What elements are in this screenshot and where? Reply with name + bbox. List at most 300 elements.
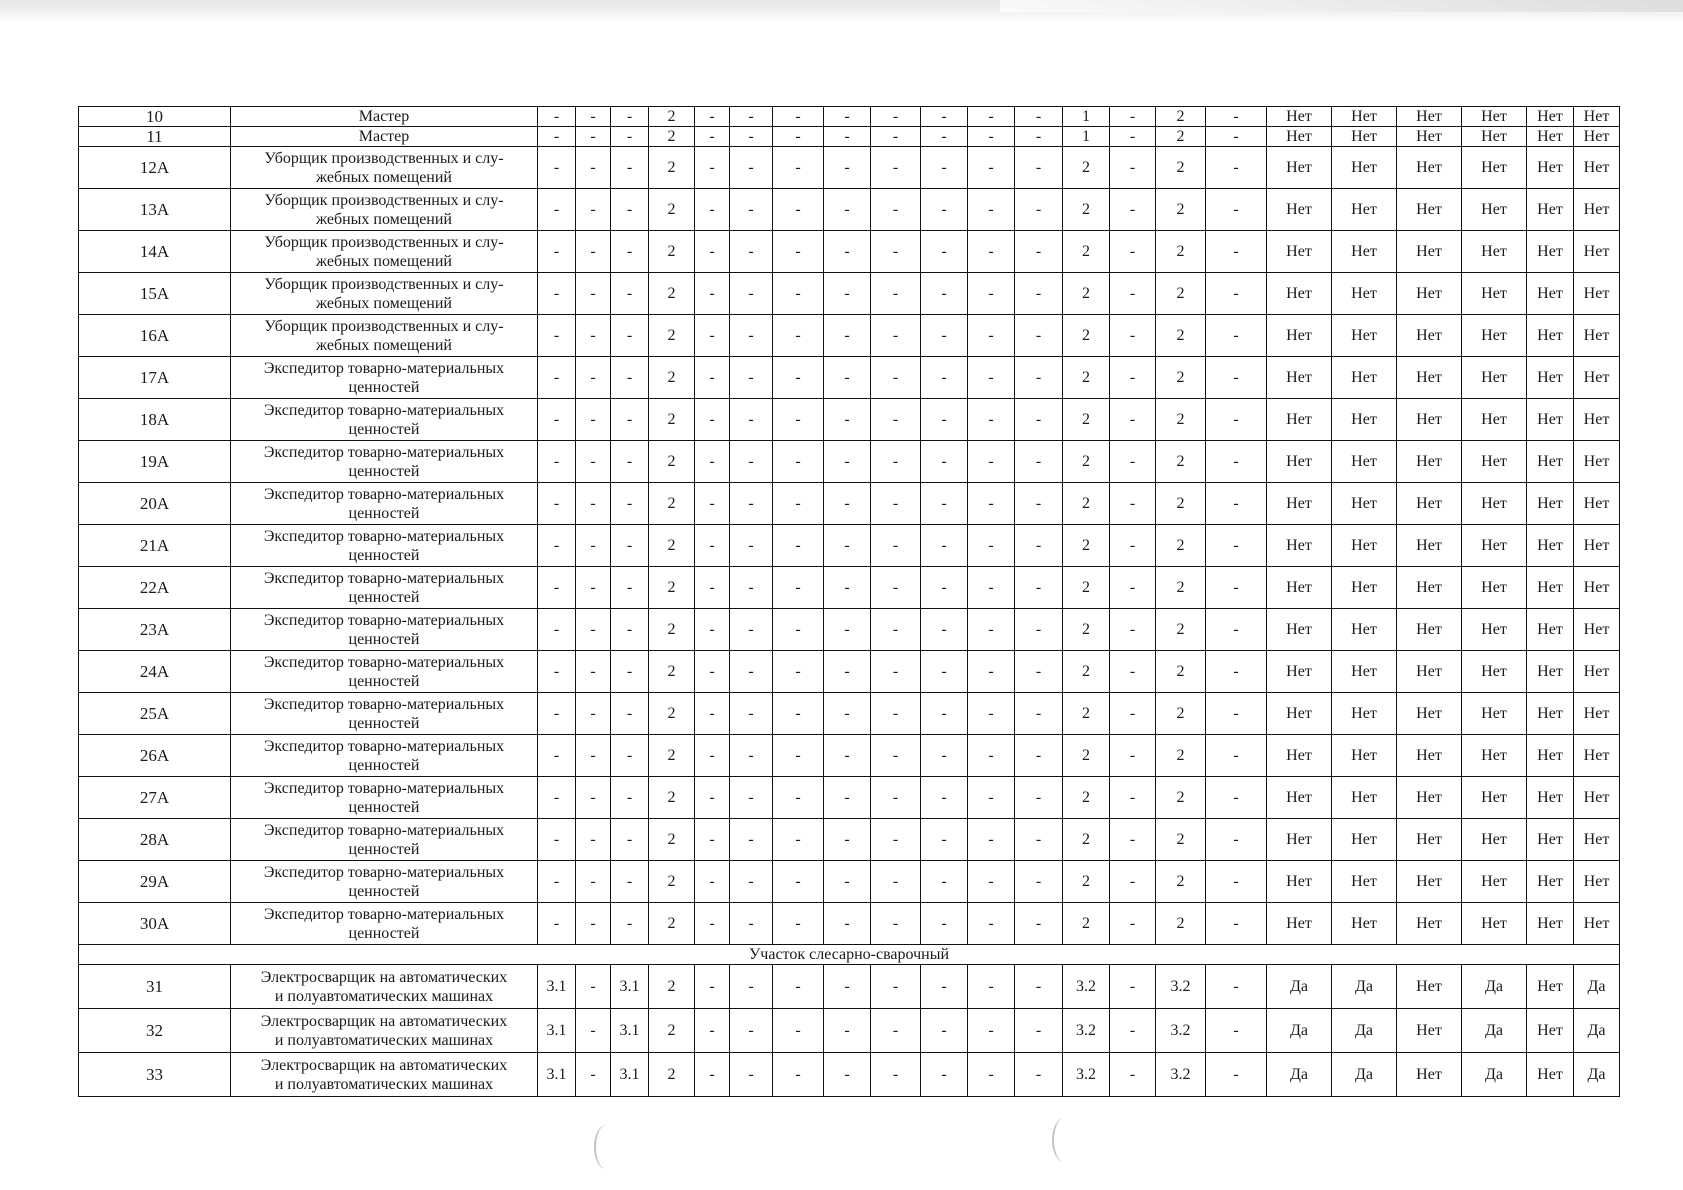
value-cell: - — [730, 147, 773, 189]
value-cell: Нет — [1267, 651, 1332, 693]
value-cell: 2 — [649, 483, 695, 525]
value-cell: Нет — [1462, 315, 1527, 357]
value-cell: - — [824, 315, 871, 357]
value-cell: - — [611, 735, 649, 777]
value-cell: Нет — [1267, 357, 1332, 399]
value-cell: 3.2 — [1063, 1009, 1110, 1053]
value-cell: - — [576, 441, 611, 483]
value-cell: - — [695, 189, 730, 231]
value-cell: - — [730, 777, 773, 819]
value-cell: - — [1206, 189, 1267, 231]
value-cell: - — [773, 399, 824, 441]
scan-shadow-edge — [1000, 0, 1683, 12]
value-cell: - — [695, 651, 730, 693]
value-cell: Нет — [1527, 357, 1574, 399]
value-cell: - — [1110, 399, 1156, 441]
value-cell: - — [871, 651, 921, 693]
value-cell: - — [921, 525, 968, 567]
value-cell: - — [968, 315, 1015, 357]
value-cell: Нет — [1267, 525, 1332, 567]
value-cell: - — [576, 231, 611, 273]
value-cell: Нет — [1267, 399, 1332, 441]
value-cell: - — [1015, 965, 1063, 1009]
value-cell: Нет — [1397, 441, 1462, 483]
value-cell: - — [871, 147, 921, 189]
value-cell: Нет — [1462, 399, 1527, 441]
value-cell: Да — [1574, 1009, 1620, 1053]
value-cell: Нет — [1267, 231, 1332, 273]
value-cell: Нет — [1332, 399, 1397, 441]
value-cell: - — [576, 1009, 611, 1053]
value-cell: Нет — [1267, 273, 1332, 315]
job-title-line: жебных помещений — [316, 210, 452, 228]
value-cell: - — [921, 315, 968, 357]
value-cell: Нет — [1332, 861, 1397, 903]
row-number-cell: 32 — [79, 1009, 231, 1053]
value-cell: - — [576, 107, 611, 127]
job-title-cell — [231, 525, 538, 567]
value-cell: Нет — [1397, 1009, 1462, 1053]
value-cell: Нет — [1397, 651, 1462, 693]
value-cell: 2 — [649, 777, 695, 819]
value-cell: - — [968, 127, 1015, 147]
value-cell: - — [695, 483, 730, 525]
value-cell: 3.1 — [611, 1053, 649, 1097]
value-cell: - — [576, 735, 611, 777]
value-cell: 2 — [649, 525, 695, 567]
value-cell: - — [538, 483, 576, 525]
value-cell: Нет — [1462, 819, 1527, 861]
value-cell: - — [538, 357, 576, 399]
value-cell: - — [1206, 483, 1267, 525]
value-cell: - — [824, 525, 871, 567]
value-cell: - — [1206, 127, 1267, 147]
value-cell: - — [1110, 861, 1156, 903]
value-cell: - — [968, 777, 1015, 819]
value-cell: - — [824, 609, 871, 651]
value-cell: - — [921, 777, 968, 819]
value-cell: 3.2 — [1156, 1053, 1206, 1097]
job-title-cell — [231, 441, 538, 483]
value-cell: 3.2 — [1156, 1009, 1206, 1053]
job-title-cell — [231, 651, 538, 693]
value-cell: Да — [1332, 1053, 1397, 1097]
job-title-cell — [231, 107, 538, 127]
value-cell: - — [968, 861, 1015, 903]
table-row — [79, 965, 1620, 1009]
job-title-cell — [231, 735, 538, 777]
job-title-cell — [231, 777, 538, 819]
value-cell: - — [1110, 609, 1156, 651]
value-cell: - — [871, 189, 921, 231]
value-cell: - — [576, 357, 611, 399]
value-cell: - — [1206, 819, 1267, 861]
value-cell: Нет — [1527, 1053, 1574, 1097]
job-title-line: Электросварщик на автоматических — [260, 1056, 508, 1074]
value-cell: Нет — [1397, 903, 1462, 945]
value-cell: - — [730, 1009, 773, 1053]
value-cell: Да — [1267, 1053, 1332, 1097]
value-cell: - — [1206, 147, 1267, 189]
value-cell: 3.1 — [538, 965, 576, 1009]
value-cell: - — [871, 315, 921, 357]
job-title-cell — [231, 1053, 538, 1097]
job-title-line: Экспедитор товарно-материальных — [263, 863, 505, 881]
job-title-line: Электросварщик на автоматических — [260, 968, 508, 986]
value-cell: - — [1206, 107, 1267, 127]
value-cell: Нет — [1397, 777, 1462, 819]
value-cell: - — [921, 441, 968, 483]
value-cell: 2 — [649, 609, 695, 651]
value-cell: - — [1015, 1009, 1063, 1053]
value-cell: 2 — [1063, 861, 1110, 903]
value-cell: - — [576, 651, 611, 693]
value-cell: - — [1206, 777, 1267, 819]
job-title-line: ценностей — [348, 798, 420, 816]
job-title-cell — [231, 483, 538, 525]
workplace-assessment-table — [78, 106, 1620, 1097]
value-cell: Нет — [1527, 315, 1574, 357]
job-title-cell — [231, 357, 538, 399]
job-title-cell — [231, 231, 538, 273]
value-cell: 2 — [1156, 273, 1206, 315]
job-title-line: и полуавтоматических машинах — [274, 987, 494, 1005]
value-cell: - — [921, 693, 968, 735]
value-cell: 2 — [649, 127, 695, 147]
value-cell: - — [921, 567, 968, 609]
value-cell: - — [968, 357, 1015, 399]
value-cell: - — [1110, 965, 1156, 1009]
value-cell: - — [1206, 903, 1267, 945]
value-cell: - — [730, 861, 773, 903]
value-cell: Нет — [1462, 357, 1527, 399]
table-row — [79, 127, 1620, 147]
value-cell: - — [1110, 231, 1156, 273]
value-cell: 3.1 — [611, 1009, 649, 1053]
value-cell: Нет — [1574, 903, 1620, 945]
value-cell: - — [730, 441, 773, 483]
value-cell: - — [871, 693, 921, 735]
value-cell: - — [871, 1053, 921, 1097]
value-cell: 2 — [1156, 735, 1206, 777]
value-cell: 2 — [649, 819, 695, 861]
value-cell: - — [576, 819, 611, 861]
value-cell: Нет — [1574, 399, 1620, 441]
job-title-line: Уборщик производственных и слу- — [264, 149, 504, 167]
value-cell: 2 — [1063, 189, 1110, 231]
value-cell: Нет — [1527, 231, 1574, 273]
value-cell: Нет — [1527, 483, 1574, 525]
value-cell: - — [968, 525, 1015, 567]
value-cell: - — [968, 399, 1015, 441]
value-cell: Нет — [1267, 315, 1332, 357]
value-cell: - — [773, 609, 824, 651]
value-cell: - — [611, 483, 649, 525]
value-cell: - — [773, 231, 824, 273]
value-cell: - — [824, 861, 871, 903]
value-cell: - — [968, 819, 1015, 861]
value-cell: Нет — [1397, 525, 1462, 567]
value-cell: - — [773, 315, 824, 357]
value-cell: - — [611, 189, 649, 231]
value-cell: Нет — [1462, 127, 1527, 147]
value-cell: - — [538, 651, 576, 693]
value-cell: 2 — [649, 189, 695, 231]
value-cell: 2 — [649, 1053, 695, 1097]
value-cell: Нет — [1332, 567, 1397, 609]
value-cell: - — [1206, 1009, 1267, 1053]
job-title-line: Экспедитор товарно-материальных — [263, 359, 505, 377]
value-cell: - — [576, 777, 611, 819]
value-cell: - — [824, 399, 871, 441]
job-title-line: Уборщик производственных и слу- — [264, 233, 504, 251]
value-cell: - — [1110, 357, 1156, 399]
job-title-line: ценностей — [348, 420, 420, 438]
value-cell: - — [538, 567, 576, 609]
table-row — [79, 399, 1620, 441]
value-cell: - — [576, 127, 611, 147]
value-cell: - — [730, 525, 773, 567]
value-cell: Нет — [1574, 735, 1620, 777]
value-cell: Нет — [1574, 777, 1620, 819]
value-cell: Нет — [1574, 147, 1620, 189]
value-cell: - — [773, 127, 824, 147]
value-cell: Нет — [1397, 861, 1462, 903]
value-cell: - — [871, 273, 921, 315]
job-title-line: Уборщик производственных и слу- — [264, 317, 504, 335]
value-cell: Нет — [1574, 107, 1620, 127]
value-cell: - — [921, 147, 968, 189]
value-cell: 2 — [1156, 483, 1206, 525]
value-cell: 2 — [649, 567, 695, 609]
job-title-line: и полуавтоматических машинах — [274, 1031, 494, 1049]
row-number-cell: 22А — [79, 567, 231, 609]
value-cell: - — [1015, 525, 1063, 567]
value-cell: 2 — [649, 1009, 695, 1053]
value-cell: - — [695, 399, 730, 441]
value-cell: - — [773, 1009, 824, 1053]
value-cell: Нет — [1397, 315, 1462, 357]
value-cell: - — [576, 903, 611, 945]
job-title-cell — [231, 609, 538, 651]
value-cell: 2 — [1156, 357, 1206, 399]
table-row — [79, 1009, 1620, 1053]
job-title-cell — [231, 965, 538, 1009]
row-number-cell: 28А — [79, 819, 231, 861]
value-cell: - — [611, 273, 649, 315]
value-cell: - — [695, 273, 730, 315]
value-cell: - — [1015, 483, 1063, 525]
value-cell: 2 — [1063, 273, 1110, 315]
value-cell: Нет — [1332, 651, 1397, 693]
value-cell: - — [968, 231, 1015, 273]
value-cell: - — [968, 483, 1015, 525]
table-row — [79, 651, 1620, 693]
table-row — [79, 861, 1620, 903]
job-title-line: Экспедитор товарно-материальных — [263, 779, 505, 797]
value-cell: - — [871, 903, 921, 945]
value-cell: 2 — [1063, 231, 1110, 273]
value-cell: - — [773, 189, 824, 231]
value-cell: - — [968, 441, 1015, 483]
value-cell: - — [773, 357, 824, 399]
value-cell: - — [1110, 1009, 1156, 1053]
value-cell: 2 — [1063, 357, 1110, 399]
value-cell: - — [1110, 483, 1156, 525]
value-cell: 2 — [1063, 819, 1110, 861]
value-cell: - — [824, 483, 871, 525]
value-cell: - — [1110, 651, 1156, 693]
value-cell: Нет — [1397, 819, 1462, 861]
job-title-cell — [231, 1009, 538, 1053]
value-cell: - — [576, 965, 611, 1009]
value-cell: - — [730, 1053, 773, 1097]
value-cell: Нет — [1397, 693, 1462, 735]
value-cell: - — [1206, 357, 1267, 399]
value-cell: Нет — [1462, 861, 1527, 903]
job-title-line: ценностей — [348, 882, 420, 900]
job-title-line: ценностей — [348, 840, 420, 858]
value-cell: - — [611, 127, 649, 147]
value-cell: - — [576, 483, 611, 525]
value-cell: - — [695, 441, 730, 483]
value-cell: 2 — [1156, 609, 1206, 651]
value-cell: - — [576, 567, 611, 609]
value-cell: - — [538, 525, 576, 567]
table-row — [79, 273, 1620, 315]
value-cell: Нет — [1527, 735, 1574, 777]
value-cell: Нет — [1527, 441, 1574, 483]
value-cell: 2 — [1156, 107, 1206, 127]
value-cell: 2 — [649, 735, 695, 777]
value-cell: Нет — [1527, 147, 1574, 189]
value-cell: Нет — [1574, 525, 1620, 567]
value-cell: Нет — [1462, 693, 1527, 735]
value-cell: - — [1015, 903, 1063, 945]
value-cell: - — [1206, 567, 1267, 609]
value-cell: - — [1015, 273, 1063, 315]
job-title-line: ценностей — [348, 756, 420, 774]
value-cell: Нет — [1527, 609, 1574, 651]
row-number-cell: 30А — [79, 903, 231, 945]
value-cell: Нет — [1332, 147, 1397, 189]
value-cell: - — [730, 315, 773, 357]
value-cell: Нет — [1332, 819, 1397, 861]
value-cell: Нет — [1267, 693, 1332, 735]
value-cell: - — [921, 651, 968, 693]
value-cell: 3.1 — [611, 965, 649, 1009]
value-cell: - — [611, 693, 649, 735]
value-cell: - — [824, 567, 871, 609]
value-cell: - — [1206, 315, 1267, 357]
value-cell: - — [611, 777, 649, 819]
row-number-cell: 29А — [79, 861, 231, 903]
value-cell: - — [695, 777, 730, 819]
value-cell: - — [611, 231, 649, 273]
value-cell: 2 — [1156, 231, 1206, 273]
value-cell: - — [773, 651, 824, 693]
value-cell: Да — [1267, 965, 1332, 1009]
value-cell: - — [1015, 399, 1063, 441]
value-cell: Нет — [1527, 189, 1574, 231]
stamp-mark-left — [594, 1125, 618, 1169]
value-cell: - — [773, 107, 824, 127]
value-cell: - — [968, 965, 1015, 1009]
row-number-cell: 12А — [79, 147, 231, 189]
value-cell: Нет — [1332, 525, 1397, 567]
value-cell: - — [921, 1009, 968, 1053]
job-title-line: Экспедитор товарно-материальных — [263, 695, 505, 713]
value-cell: 2 — [1063, 315, 1110, 357]
value-cell: - — [695, 525, 730, 567]
value-cell: - — [576, 147, 611, 189]
value-cell: - — [824, 903, 871, 945]
value-cell: Да — [1267, 1009, 1332, 1053]
value-cell: Нет — [1527, 965, 1574, 1009]
value-cell: - — [824, 127, 871, 147]
value-cell: - — [1110, 777, 1156, 819]
value-cell: Да — [1332, 965, 1397, 1009]
value-cell: Нет — [1397, 483, 1462, 525]
value-cell: - — [1015, 861, 1063, 903]
value-cell: - — [576, 273, 611, 315]
job-title-line: жебных помещений — [316, 168, 452, 186]
value-cell: 3.1 — [538, 1009, 576, 1053]
value-cell: - — [921, 107, 968, 127]
value-cell: - — [968, 189, 1015, 231]
value-cell: - — [611, 861, 649, 903]
job-title-cell — [231, 315, 538, 357]
value-cell: Нет — [1527, 525, 1574, 567]
value-cell: Нет — [1397, 735, 1462, 777]
value-cell: - — [1015, 819, 1063, 861]
value-cell: Нет — [1332, 315, 1397, 357]
value-cell: Нет — [1574, 127, 1620, 147]
value-cell: - — [730, 483, 773, 525]
value-cell: - — [695, 965, 730, 1009]
job-title-line: жебных помещений — [316, 336, 452, 354]
value-cell: Нет — [1397, 567, 1462, 609]
value-cell: Да — [1462, 1053, 1527, 1097]
value-cell: - — [1206, 441, 1267, 483]
value-cell: 2 — [1156, 189, 1206, 231]
value-cell: - — [871, 127, 921, 147]
value-cell: - — [1015, 127, 1063, 147]
value-cell: 2 — [1063, 777, 1110, 819]
value-cell: Нет — [1397, 965, 1462, 1009]
value-cell: - — [773, 147, 824, 189]
value-cell: - — [921, 861, 968, 903]
table-row — [79, 483, 1620, 525]
value-cell: 2 — [1156, 147, 1206, 189]
value-cell: - — [824, 273, 871, 315]
value-cell: Нет — [1574, 693, 1620, 735]
value-cell: 2 — [649, 861, 695, 903]
value-cell: Нет — [1462, 107, 1527, 127]
value-cell: - — [1015, 651, 1063, 693]
value-cell: - — [695, 609, 730, 651]
value-cell: - — [576, 609, 611, 651]
table-row — [79, 735, 1620, 777]
value-cell: - — [773, 1053, 824, 1097]
job-title-line: Экспедитор товарно-материальных — [263, 485, 505, 503]
value-cell: - — [773, 861, 824, 903]
job-title-line: Электросварщик на автоматических — [260, 1012, 508, 1030]
row-number-cell: 26А — [79, 735, 231, 777]
value-cell: - — [773, 903, 824, 945]
row-number-cell: 16А — [79, 315, 231, 357]
stamp-mark-right — [1052, 1118, 1076, 1162]
